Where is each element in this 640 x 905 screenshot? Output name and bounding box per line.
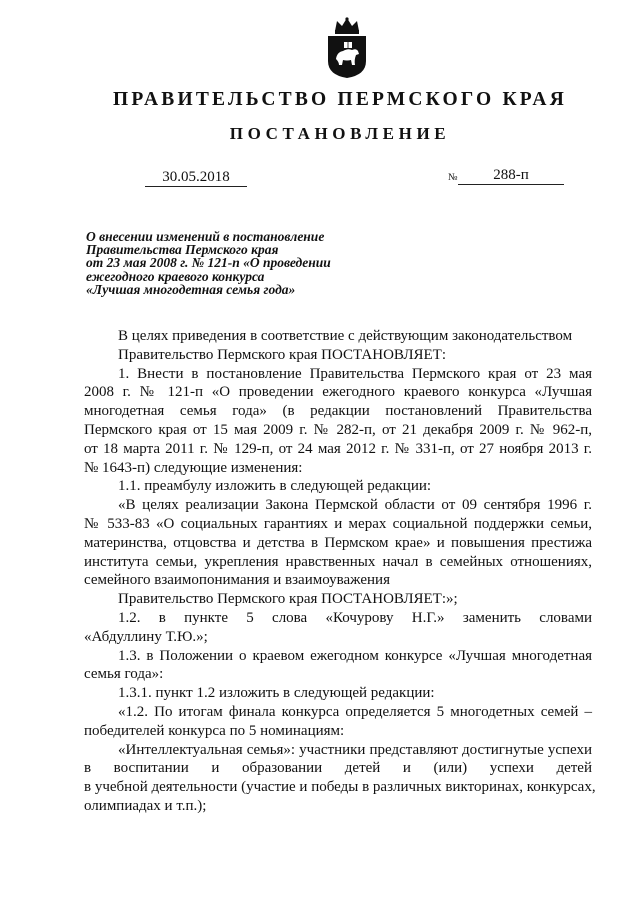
body-line: в учебной деятельности (участие и победы в различных викторинах, конкурсах, [84, 779, 596, 796]
number-sign: № [448, 172, 458, 183]
document-number: 288-п [458, 166, 564, 185]
body-line: Правительство Пермского края ПОСТАНОВЛЯЕТ:»; [118, 591, 458, 608]
body-line: № 533-83 «О социальных гарантиях и мерах социальной поддержки семьи, [84, 515, 592, 532]
document-date: 30.05.2018 [145, 168, 247, 187]
body-line: № 1643-п) следующие изменения: [84, 459, 303, 476]
subject-line: «Лучшая многодетная семья года» [86, 281, 296, 297]
document-subject [86, 230, 331, 296]
body-line: 1.3. в Положении о краевом ежегодном конкурсе «Лучшая многодетная [118, 647, 592, 664]
subject-line: от 23 мая 2008 г. № 121-п «О проведении [86, 255, 331, 271]
body-line: олимпиадах и т.п.); [84, 797, 207, 814]
document-body [84, 327, 596, 816]
body-line: 1.3.1. пункт 1.2 изложить в следующей редакции: [118, 685, 435, 702]
body-line: от 18 марта 2011 г. № 129-п, от 24 мая 2012 г. № 331-п, от 27 ноября 2013 г. [84, 440, 592, 457]
subject-line: О внесении изменений в постановление [86, 229, 325, 244]
government-title: ПРАВИТЕЛЬСТВО ПЕРМСКОГО КРАЯ [113, 89, 567, 110]
body-line: многодетная семья года» (в редакции постановлений Правительства [84, 403, 592, 420]
body-line: 1.1. преамбулу изложить в следующей редакции: [118, 478, 432, 495]
body-line: в воспитании и образовании детей и (или) успехи детей [84, 760, 592, 777]
body-line: института семьи, укрепления нравственных начал в семейных отношениях, [84, 553, 592, 570]
body-line: семья года»: [84, 666, 164, 683]
subject-line: ежегодного краевого конкурса [86, 268, 265, 284]
body-line: «Абдуллину Т.Ю.»; [84, 628, 208, 645]
body-line: «В целях реализации Закона Пермской области от 09 сентября 1996 г. [118, 497, 592, 514]
body-line: «1.2. По итогам финала конкурса определяется 5 многодетных семей – [118, 703, 592, 720]
coat-of-arms-icon [324, 17, 370, 79]
body-line: победителей конкурса по 5 номинациям: [84, 722, 345, 739]
body-line: «Интеллектуальная семья»: участники представляют достигнутые успехи [118, 741, 592, 758]
body-line: материнства, отцовства и детства в Пермском крае» и повышения престижа [84, 534, 592, 551]
body-line: В целях приведения в соответствие с действующим законодательством [118, 328, 573, 344]
body-line: 2008 г. № 121-п «О проведении ежегодного краевого конкурса «Лучшая [84, 384, 592, 401]
body-line: Правительство Пермского края ПОСТАНОВЛЯЕТ: [118, 346, 447, 363]
body-line: 1.2. в пункте 5 слова «Кочурову Н.Г.» заменить словами [118, 609, 592, 626]
subject-line: Правительства Пермского края [86, 242, 279, 258]
body-line: 1. Внести в постановление Правительства Пермского края от 23 мая [118, 365, 592, 382]
body-line: Пермского края от 15 мая 2009 г. № 282-п, от 21 декабря 2009 г. № 962-п, [84, 421, 592, 438]
body-line: семейного взаимопонимания и взаимоуважения [84, 572, 390, 589]
document-type: ПОСТАНОВЛЕНИЕ [229, 124, 451, 143]
